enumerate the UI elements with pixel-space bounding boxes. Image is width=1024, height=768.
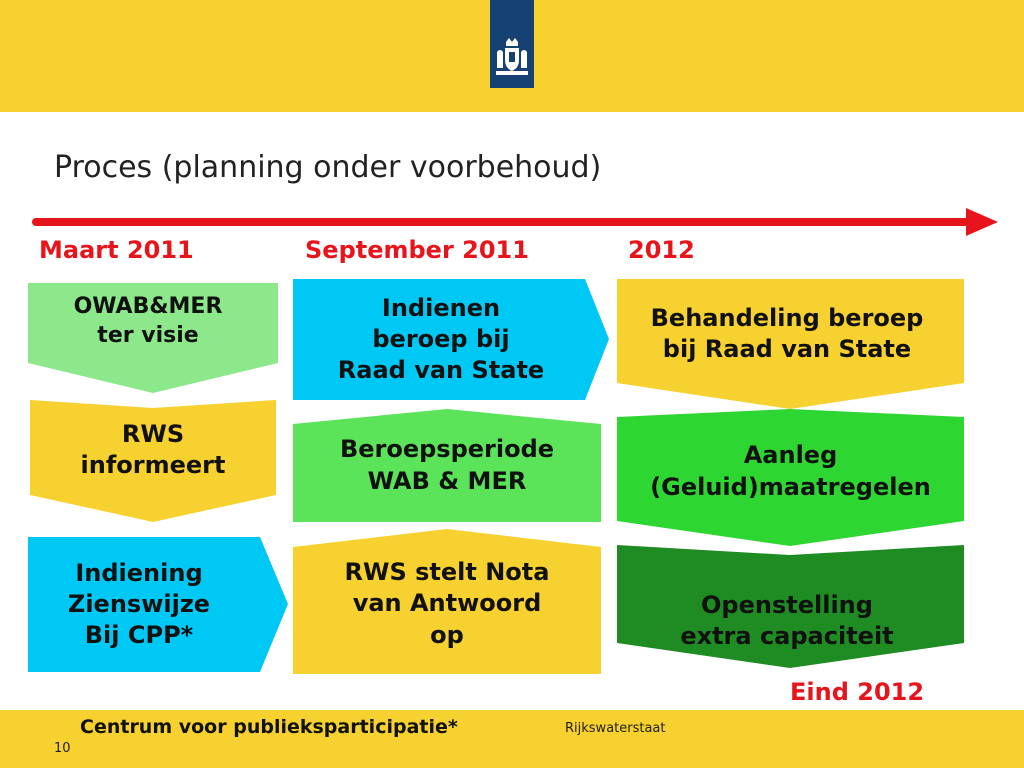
step-rws-informeert	[30, 400, 276, 522]
timeline-end-label: Eind 2012	[790, 678, 925, 706]
step-openstelling-label: Openstelling extra capaciteit	[680, 590, 894, 650]
coat-of-arms-icon	[494, 38, 530, 78]
timeline-label-2012: 2012	[628, 236, 695, 264]
timeline-label-september-2011: September 2011	[305, 236, 529, 264]
logo	[490, 0, 534, 88]
footer-brand: Rijkswaterstaat	[565, 721, 666, 736]
step-owab-mer-label: OWAB&MER ter visie	[73, 294, 223, 348]
step-indiening-zienswijze	[28, 537, 288, 672]
step-beroepsperiode	[293, 409, 601, 522]
step-beroepsperiode-label: Beroepsperiode WAB & MER	[339, 435, 555, 495]
step-indienen-beroep	[293, 279, 609, 400]
step-aanleg-maatregelen	[617, 409, 964, 546]
step-rws-informeert-label: RWS informeert	[80, 419, 226, 479]
step-behandeling-beroep-label: Behandeling beroep bij Raad van State	[650, 303, 924, 363]
step-owab-mer	[28, 283, 278, 393]
step-openstelling	[617, 545, 964, 668]
page-title: Proces (planning onder voorbehoud)	[54, 150, 602, 185]
step-behandeling-beroep	[617, 279, 964, 409]
footer-text: Centrum voor publieksparticipatie*	[80, 716, 458, 738]
step-aanleg-maatregelen-label: Aanleg (Geluid)maatregelen	[650, 441, 931, 501]
step-nota-van-antwoord-label: RWS stelt Nota van Antwoord op	[344, 558, 550, 649]
step-indiening-zienswijze-label: Indiening Zienswijze Bij CPP*	[67, 558, 211, 650]
step-indienen-beroep-label: Indienen beroep bij Raad van State	[337, 293, 545, 385]
step-nota-van-antwoord	[293, 529, 601, 674]
timeline-label-maart-2011: Maart 2011	[39, 236, 194, 264]
page-number: 10	[54, 741, 71, 756]
